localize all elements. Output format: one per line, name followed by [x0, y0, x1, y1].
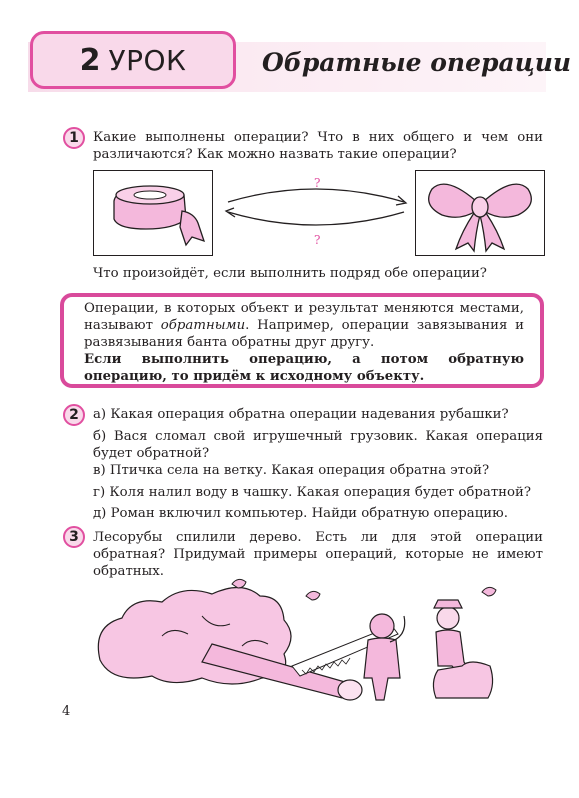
question-mark-top: ? — [314, 176, 321, 190]
lumberjack-2-head — [437, 607, 459, 629]
bow-picture — [415, 170, 545, 256]
task-3-number: 3 — [63, 526, 85, 548]
rule-definition — [84, 300, 524, 351]
task-1-text: Какие выполнены операции? Что в них общего и чем они различаются? Как можно назвать такие операции? — [93, 130, 543, 162]
rule-term: обратными — [160, 318, 246, 333]
bird-1 — [232, 579, 246, 588]
rule-text-part1: Операции, в которых объект и результат меняются местами, называют — [84, 301, 524, 333]
bow-illustration — [416, 171, 544, 255]
lesson-badge — [30, 31, 236, 89]
task-2-item-e: д) Роман включил компьютер. Найди обратную операцию. — [93, 506, 508, 521]
lumberjacks-illustration — [92, 566, 544, 706]
task-2-item-c: в) Птичка села на ветку. Какая операция обратна этой? — [93, 463, 490, 478]
rule-bold-statement: Если выполнить операцию, а потом обратную операцию, то придём к исходному объекту. — [84, 352, 524, 384]
page-number: 4 — [62, 704, 71, 719]
task-3-text: Лесорубы спилили дерево. Есть ли для этой операции обратная? Придумай примеры операций, которые не имеют обратных. — [93, 530, 543, 579]
question-mark-bottom: ? — [314, 233, 321, 247]
lumberjack-1-head — [370, 614, 394, 638]
task-1-number: 1 — [63, 127, 85, 149]
task-2-item-d: г) Коля налил воду в чашку. Какая операция будет обратной? — [93, 485, 532, 500]
lesson-number: 2 — [79, 42, 101, 78]
bird-3 — [482, 587, 496, 596]
lesson-word: УРОК — [108, 43, 187, 77]
bird-2 — [306, 591, 320, 600]
tree-stump — [433, 662, 492, 698]
task-2-number: 2 — [63, 404, 85, 426]
ribbon-illustration — [94, 171, 212, 255]
page-title: Обратные операции — [262, 48, 572, 77]
ribbon-picture — [93, 170, 213, 256]
task-1-followup: Что произойдёт, если выполнить подряд обе операции? — [93, 266, 487, 281]
task-2-item-b: б) Вася сломал свой игрушечный грузовик. Какая операция будет обратной? — [93, 429, 543, 461]
lumberjack-1-body — [364, 638, 400, 700]
rule-text-part2: . Например, операции завязывания и развязывания банта обратны друг другу. — [84, 318, 525, 350]
task-2-item-a: а) Какая операция обратна операции надевания рубашки? — [93, 407, 509, 422]
